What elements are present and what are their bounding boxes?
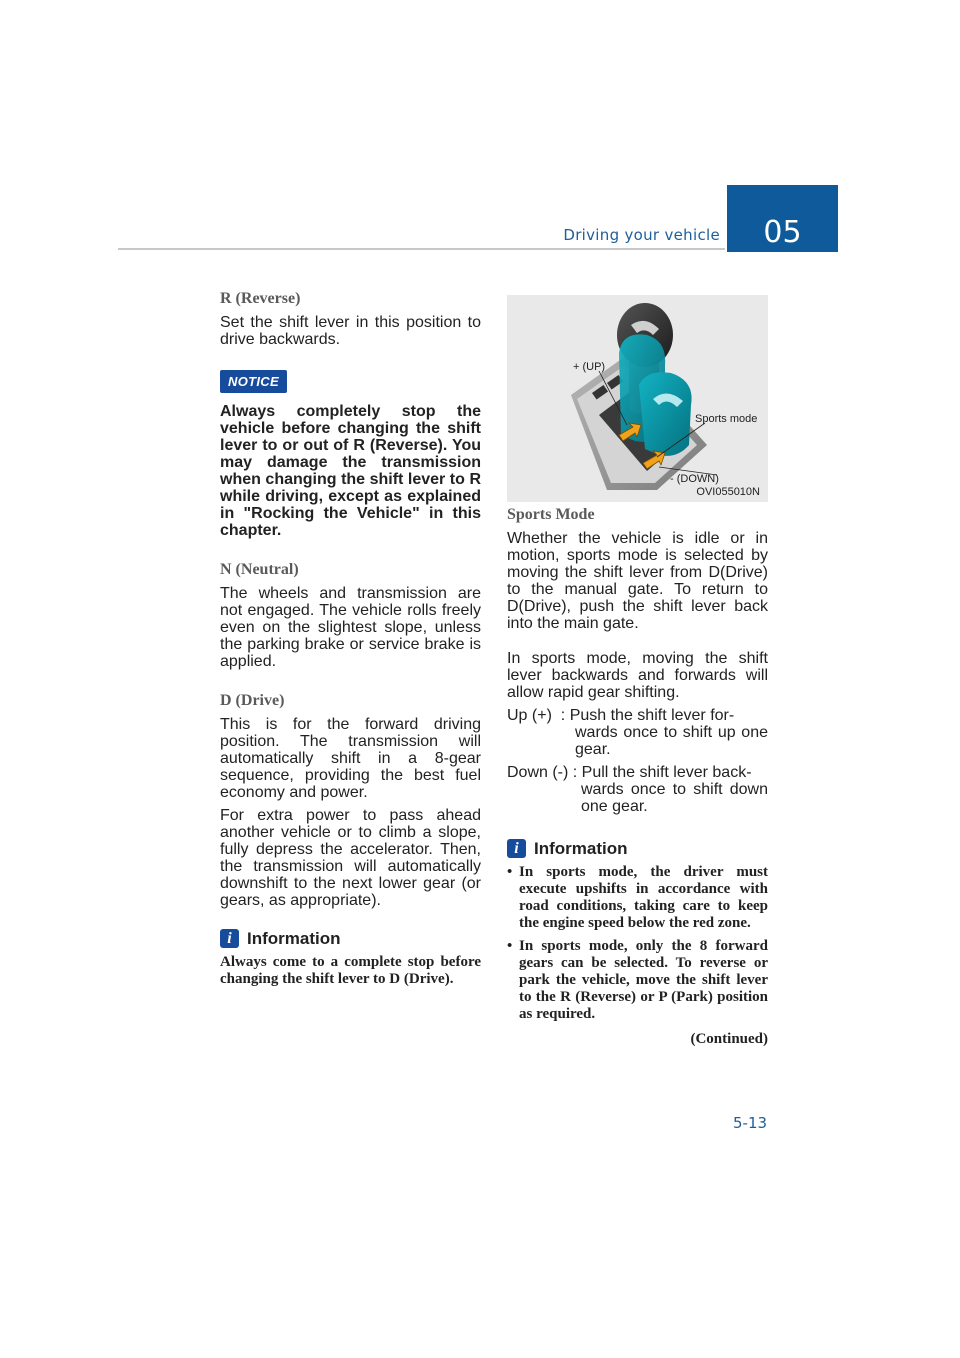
reverse-heading: R (Reverse): [220, 290, 301, 307]
drive-text-1: This is for the forward driving position. The transmission will automatically shift in a 8-gear sequence, providing the best fuel economy and power.: [220, 716, 481, 801]
section-title: Driving your vehicle: [563, 226, 720, 244]
bullet-icon: •: [507, 938, 513, 954]
neutral-text: The wheels and transmission are not engaged. The vehicle rolls freely even on the slightest slope, unless the parking brake or service brake is applied.: [220, 585, 481, 670]
down-definition: [507, 764, 768, 815]
header-divider: [118, 248, 725, 250]
down-desc: Pull the shift lever back-: [581, 764, 752, 781]
info-text: Always come to a complete stop before changing the shift lever to D (Drive).: [220, 954, 481, 987]
info-title: Information: [247, 929, 341, 948]
continued-note: (Continued): [690, 1031, 768, 1047]
list-item: • In sports mode, only the 8 forward gears can be selected. To reverse or park the vehicle, move the shift lever to the R (Reverse) or P (Park) position as required.: [507, 938, 768, 1022]
info-block: [220, 929, 481, 988]
info-icon: i: [507, 839, 526, 858]
right-column: [507, 506, 768, 1048]
up-definition: [507, 707, 768, 758]
up-desc: Push the shift lever for-: [569, 707, 735, 724]
down-desc-continued: wards once to shift down one gear.: [581, 781, 768, 815]
notice-text: Always completely stop the vehicle before changing the shift lever to or out of R (Reverse). You may damage the transmission when changing the shift lever to R while driving, except as explained in "Rocking the Vehicle" in this chapter.: [220, 403, 481, 539]
label-down: - (DOWN): [670, 473, 719, 485]
label-sports-mode: Sports mode: [695, 413, 758, 425]
info-icon: i: [220, 929, 239, 948]
label-up: + (UP): [573, 361, 606, 373]
reverse-text: Set the shift lever in this position to drive backwards.: [220, 314, 481, 348]
info-block-right: [507, 839, 768, 1048]
sports-mode-heading: Sports Mode: [507, 506, 595, 523]
info-title: Information: [534, 839, 628, 858]
down-term: Down (-) :: [507, 764, 582, 781]
shift-lever-figure: [507, 295, 768, 502]
notice-badge: NOTICE: [220, 370, 287, 393]
drive-text-2: For extra power to pass ahead another vehicle or to climb a slope, fully depress the accelerator. Then, the transmission will automatically downshift to the next lower gear (or gears, as appropriate).: [220, 807, 481, 909]
sports-mode-text-2: In sports mode, moving the shift lever backwards and forwards will allow rapid gear shifting.: [507, 650, 768, 701]
chapter-number: 05: [727, 185, 838, 252]
sports-mode-text-1: Whether the vehicle is idle or in motion, sports mode is selected by moving the shift lever from D(Drive) to the manual gate. To return to D(Drive), push the shift lever back into the main gate.: [507, 530, 768, 632]
list-item: • In sports mode, the driver must execute upshifts in accordance with road conditions, taking care to keep the engine speed below the red zone.: [507, 864, 768, 931]
figure-code: OVI055010N: [696, 486, 760, 498]
drive-heading: D (Drive): [220, 692, 285, 709]
bullet-icon: •: [507, 864, 513, 880]
notice-block: [220, 370, 481, 539]
neutral-heading: N (Neutral): [220, 561, 299, 578]
shift-lever-illustration: [507, 295, 768, 502]
up-desc-continued: wards once to shift up one gear.: [575, 724, 768, 758]
left-column: [220, 290, 481, 988]
page-number: 5-13: [733, 1114, 768, 1132]
up-term: Up (+) :: [507, 707, 570, 724]
